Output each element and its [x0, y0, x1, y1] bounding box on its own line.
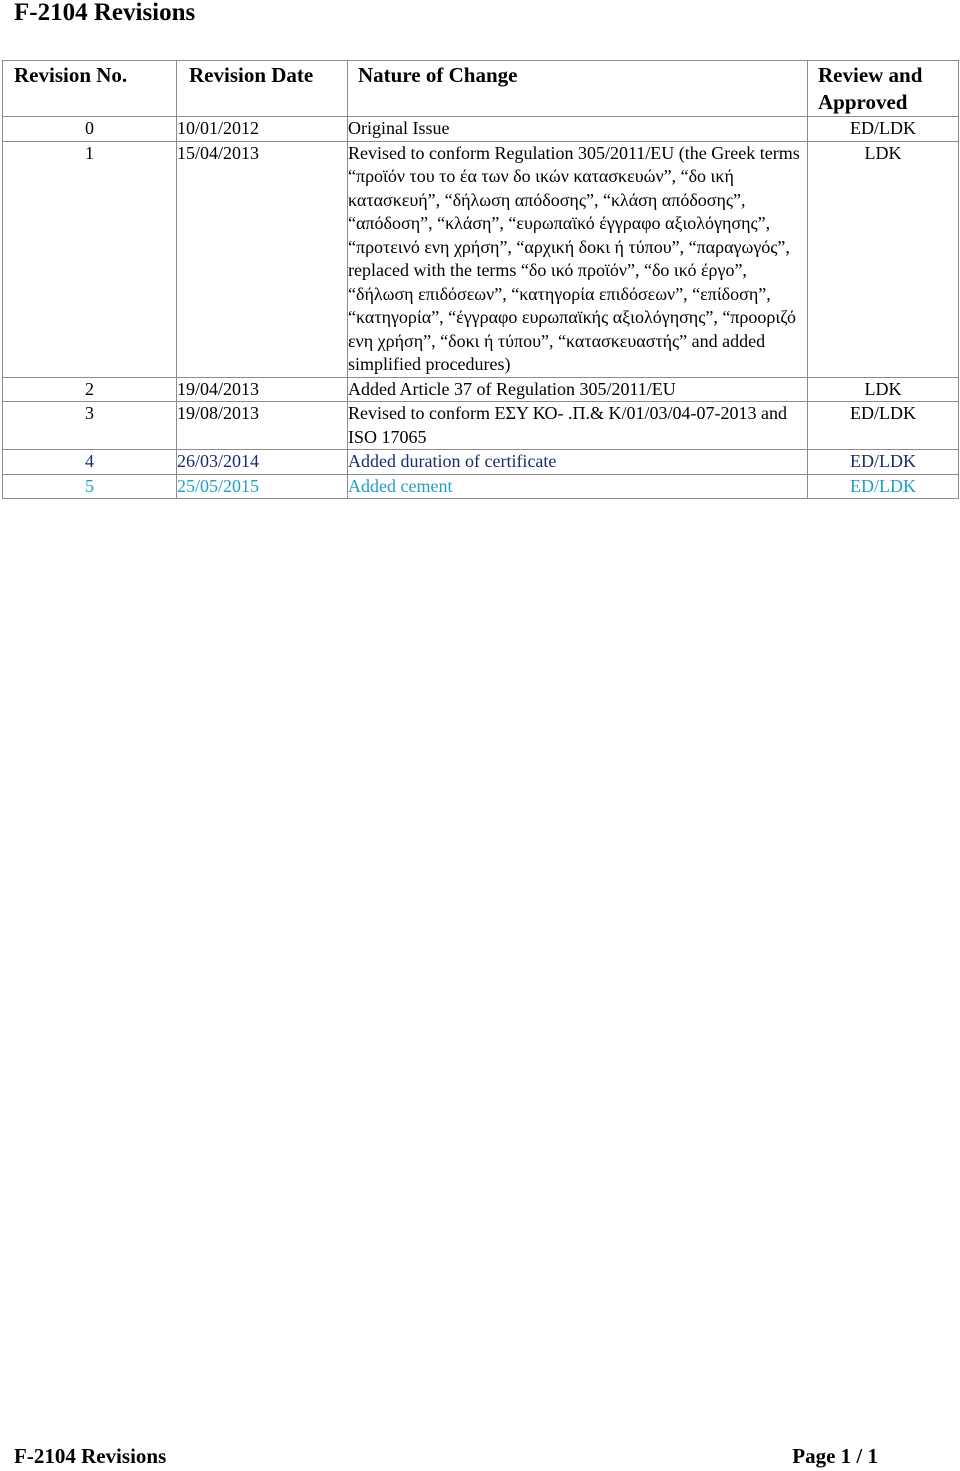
revision-date: 25/05/2015: [177, 474, 348, 499]
header-review-approved: Review and Approved: [808, 61, 959, 117]
table-header-row: [3, 61, 959, 117]
revision-date: 15/04/2013: [177, 141, 348, 377]
reviewer: LDK: [808, 141, 959, 377]
revision-number: 3: [3, 402, 177, 450]
reviewer: ED/LDK: [808, 117, 959, 142]
nature-of-change: Revised to conform ΕΣΥ ΚΟ- .Π.& Κ/01/03/04-07-2013 and ISO 17065: [348, 402, 808, 450]
revision-date: 26/03/2014: [177, 450, 348, 475]
nature-of-change: Added cement: [348, 474, 808, 499]
nature-of-change: Revised to conform Regulation 305/2011/EU (the Greek terms “προϊόν του το έα των δο ικών κατασκευών”, “δο ική κατασκευή”, “δήλωση απόδοσης”, “κλάση απόδοσης”, “απόδοση”, “κλάση”, “ευρωπαϊκό έγγραφο αξιολόγησης”, “προτεινό ενη χρήση”, “αρχική δοκι ή τύπου”, “παραγωγός”, replaced with the terms “δο ικό προϊόν”, “δο ικό έργο”, “δήλωση επιδόσεων”, “κατηγορία επιδόσεων”, “επίδοση”, “κατηγορία”, “έγγραφο ευρωπαϊκής αξιολόγησης”, “προοριζό ενη χρήση”, “δοκι ή τύπου”, “κατασκευαστής” and added simplified procedures): [348, 141, 808, 377]
reviewer: ED/LDK: [808, 450, 959, 475]
document-title: F-2104 Revisions: [14, 0, 196, 26]
revision-date: 19/08/2013: [177, 402, 348, 450]
nature-of-change: Added Article 37 of Regulation 305/2011/EU: [348, 377, 808, 402]
table-row: [3, 141, 959, 377]
reviewer: LDK: [808, 377, 959, 402]
revision-date: 19/04/2013: [177, 377, 348, 402]
revisions-table: [2, 60, 959, 499]
revision-number: 0: [3, 117, 177, 142]
revision-number: 5: [3, 474, 177, 499]
footer-document-title: F-2104 Revisions: [14, 1444, 167, 1468]
nature-of-change: Added duration of certificate: [348, 450, 808, 475]
table-row: [3, 377, 959, 402]
revision-number: 4: [3, 450, 177, 475]
reviewer: ED/LDK: [808, 402, 959, 450]
header-nature-of-change: Nature of Change: [348, 61, 808, 117]
revision-date: 10/01/2012: [177, 117, 348, 142]
footer-page-number: Page 1 / 1: [792, 1444, 878, 1468]
header-revision-date: Revision Date: [177, 61, 348, 117]
revision-number: 2: [3, 377, 177, 402]
reviewer: ED/LDK: [808, 474, 959, 499]
revision-number: 1: [3, 141, 177, 377]
table-row: [3, 402, 959, 450]
table-row: [3, 450, 959, 475]
header-revision-no: Revision No.: [3, 61, 177, 117]
nature-of-change: Original Issue: [348, 117, 808, 142]
table-row: [3, 117, 959, 142]
table-row: [3, 474, 959, 499]
